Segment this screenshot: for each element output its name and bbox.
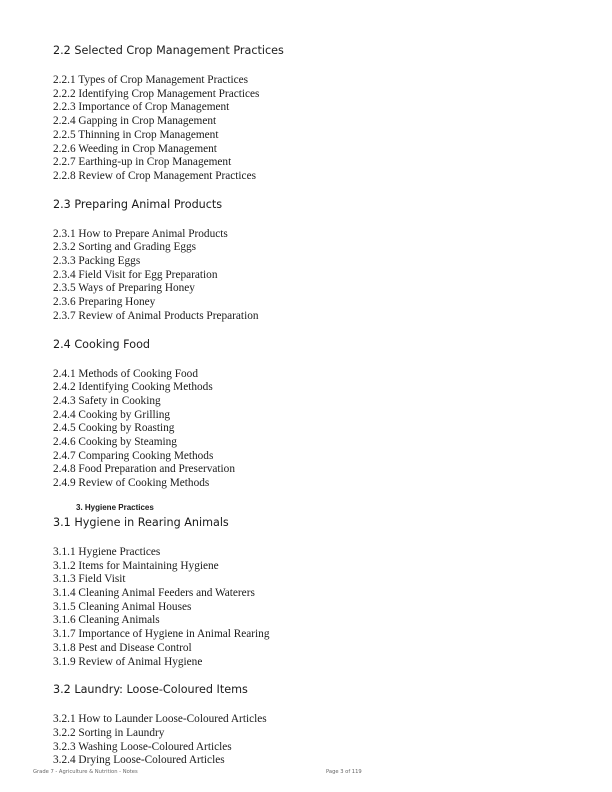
list-item: 3.1.8 Pest and Disease Control xyxy=(53,641,192,654)
item-list xyxy=(53,368,573,491)
list-item: 2.2.6 Weeding in Crop Management xyxy=(53,142,217,155)
list-item: 2.3.6 Preparing Honey xyxy=(53,296,156,309)
list-item: 3.1.4 Cleaning Animal Feeders and Waterers xyxy=(53,586,255,599)
list-item: 2.3.7 Review of Animal Products Preparation xyxy=(53,309,259,322)
list-item: 3.1.2 Items for Maintaining Hygiene xyxy=(53,559,219,572)
list-item: 2.4.8 Food Preparation and Preservation xyxy=(53,463,235,476)
list-item: 3.2.3 Washing Loose-Coloured Articles xyxy=(53,740,232,753)
item-list xyxy=(53,546,573,669)
list-item: 3.1.1 Hygiene Practices xyxy=(53,545,161,558)
section-title: 2.3 Preparing Animal Products xyxy=(53,197,223,211)
list-item: 2.2.3 Importance of Crop Management xyxy=(53,101,230,114)
list-item: 3.2.1 How to Launder Loose-Coloured Articles xyxy=(53,713,267,726)
list-item: 3.1.9 Review of Animal Hygiene xyxy=(53,655,203,668)
list-item: 2.4.1 Methods of Cooking Food xyxy=(53,367,198,380)
list-item: 2.4.5 Cooking by Roasting xyxy=(53,422,175,435)
section-title: 2.2 Selected Crop Management Practices xyxy=(53,44,284,57)
section-2-2 xyxy=(53,44,573,184)
list-item: 2.2.8 Review of Crop Management Practices xyxy=(53,169,256,182)
list-item: 3.2.2 Sorting in Laundry xyxy=(53,726,165,739)
item-list xyxy=(53,713,573,768)
section-title: 3.2 Laundry: Loose-Coloured Items xyxy=(53,683,248,697)
list-item: 3.2.4 Drying Loose-Coloured Articles xyxy=(53,754,225,767)
section-title: 3.1 Hygiene in Rearing Animals xyxy=(53,515,229,529)
list-item: 3.1.5 Cleaning Animal Houses xyxy=(53,600,192,613)
item-list xyxy=(53,228,573,324)
section-2-4 xyxy=(53,338,573,491)
list-item: 2.3.5 Ways of Preparing Honey xyxy=(53,282,195,295)
list-item: 2.4.3 Safety in Cooking xyxy=(53,394,161,407)
section-3-1 xyxy=(53,503,573,669)
list-item: 2.3.4 Field Visit for Egg Preparation xyxy=(53,268,218,281)
list-item: 2.2.7 Earthing-up in Crop Management xyxy=(53,156,232,169)
list-item: 2.4.6 Cooking by Steaming xyxy=(53,436,177,449)
chapter-heading: 3. Hygiene Practices xyxy=(76,502,154,512)
section-title: 2.4 Cooking Food xyxy=(53,337,151,351)
list-item: 3.1.7 Importance of Hygiene in Animal Rearing xyxy=(53,628,270,641)
list-item: 2.4.9 Review of Cooking Methods xyxy=(53,477,210,490)
section-3-2 xyxy=(53,683,573,768)
table-of-contents xyxy=(53,44,573,768)
list-item: 2.2.5 Thinning in Crop Management xyxy=(53,128,219,141)
list-item: 2.4.2 Identifying Cooking Methods xyxy=(53,381,213,394)
list-item: 2.4.7 Comparing Cooking Methods xyxy=(53,449,214,462)
list-item: 2.4.4 Cooking by Grilling xyxy=(53,408,171,421)
list-item: 3.1.3 Field Visit xyxy=(53,573,126,586)
section-2-3 xyxy=(53,198,573,324)
footer-page-number: Page 3 of 119 xyxy=(326,769,362,775)
list-item: 2.2.1 Types of Crop Management Practices xyxy=(53,74,249,86)
list-item: 3.1.6 Cleaning Animals xyxy=(53,614,160,627)
footer-document-title: Grade 7 - Agriculture & Nutrition - Notes xyxy=(33,769,138,775)
list-item: 2.2.2 Identifying Crop Management Practices xyxy=(53,87,260,100)
list-item: 2.2.4 Gapping in Crop Management xyxy=(53,115,217,128)
list-item: 2.3.1 How to Prepare Animal Products xyxy=(53,227,228,240)
list-item: 2.3.2 Sorting and Grading Eggs xyxy=(53,241,197,254)
list-item: 2.3.3 Packing Eggs xyxy=(53,255,141,268)
item-list xyxy=(53,74,573,184)
